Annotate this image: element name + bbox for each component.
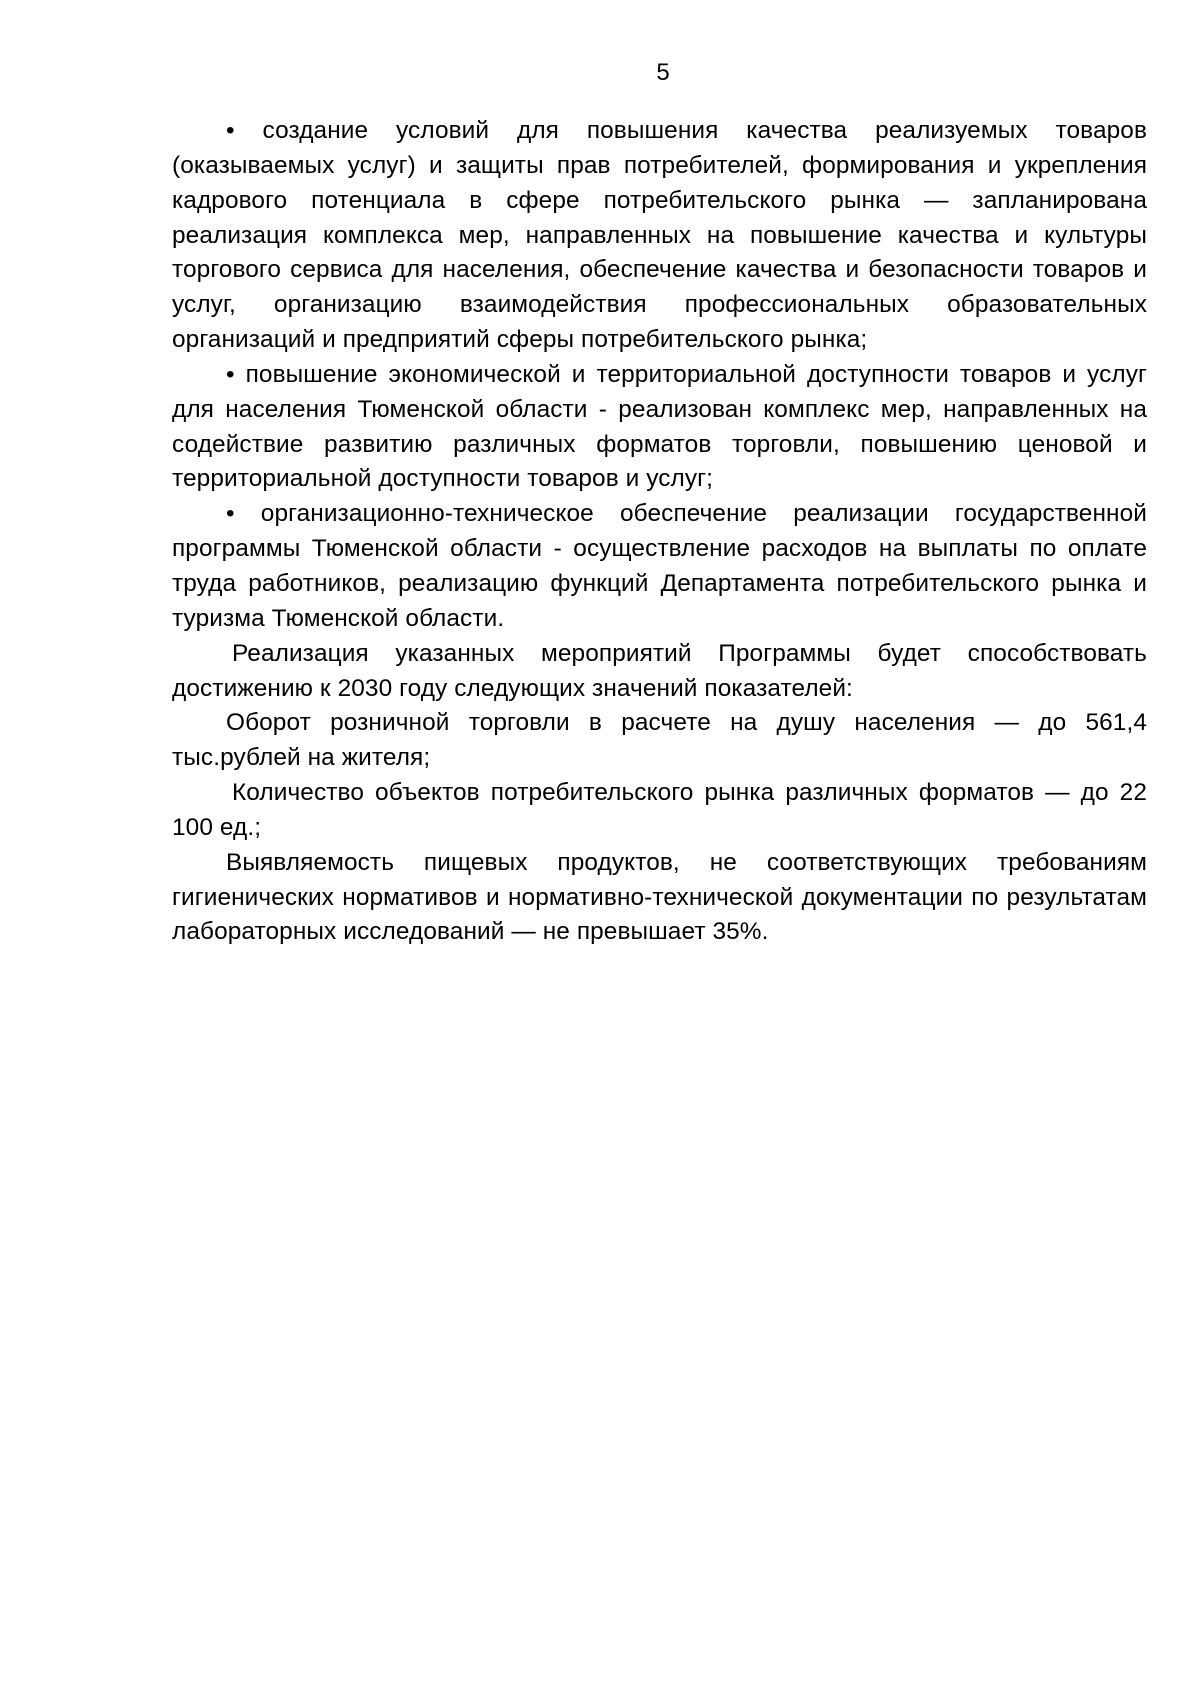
bullet-paragraph-accessibility: • повышение экономической и территориальной доступности товаров и услуг для населения Тюменской области - реализован комплекс мер, направленных на содействие развитию различных форматов торговли, повышению ценовой и территориальной доступности товаров и услуг; [172,360,1147,493]
paragraph-market-objects: Количество объектов потребительского рынка различных форматов — до 22 100 ед.; [172,779,1147,841]
document-body [172,114,1147,950]
page-number: 5 [656,59,670,86]
paragraph-program-results: Реализация указанных мероприятий Программы будет способствовать достижению к 2030 году следующих значений показателей: [172,639,1147,702]
paragraph-food-detection: Выявляемость пищевых продуктов, не соответствующих требованиям гигиенических нормативов и нормативно-технической документации по результатам лабораторных исследований — не превышает 35%. [172,848,1147,946]
bullet-paragraph-quality: • создание условий для повышения качества реализуемых товаров (оказываемых услуг) и защиты прав потребителей, формирования и укрепления кадрового потенциала в сфере потребительского рынка — запланирована реализация комплекса мер, направленных на повышение качества и культуры торгового сервиса для населения, обеспечение качества и безопасности товаров и услуг, организацию взаимодействия профессиональных образовательных организаций и предприятий сферы потребительского рынка; [172,117,1147,354]
paragraph-retail-turnover: Оборот розничной торговли в расчете на душу населения — до 561,4 тыс.рублей на жителя; [172,709,1147,772]
bullet-paragraph-organizational: • организационно-техническое обеспечение реализации государственной программы Тюменской области - осуществление расходов на выплаты по оплате труда работников, реализацию функций Департамента потребительского рынка и туризма Тюменской области. [172,500,1147,632]
